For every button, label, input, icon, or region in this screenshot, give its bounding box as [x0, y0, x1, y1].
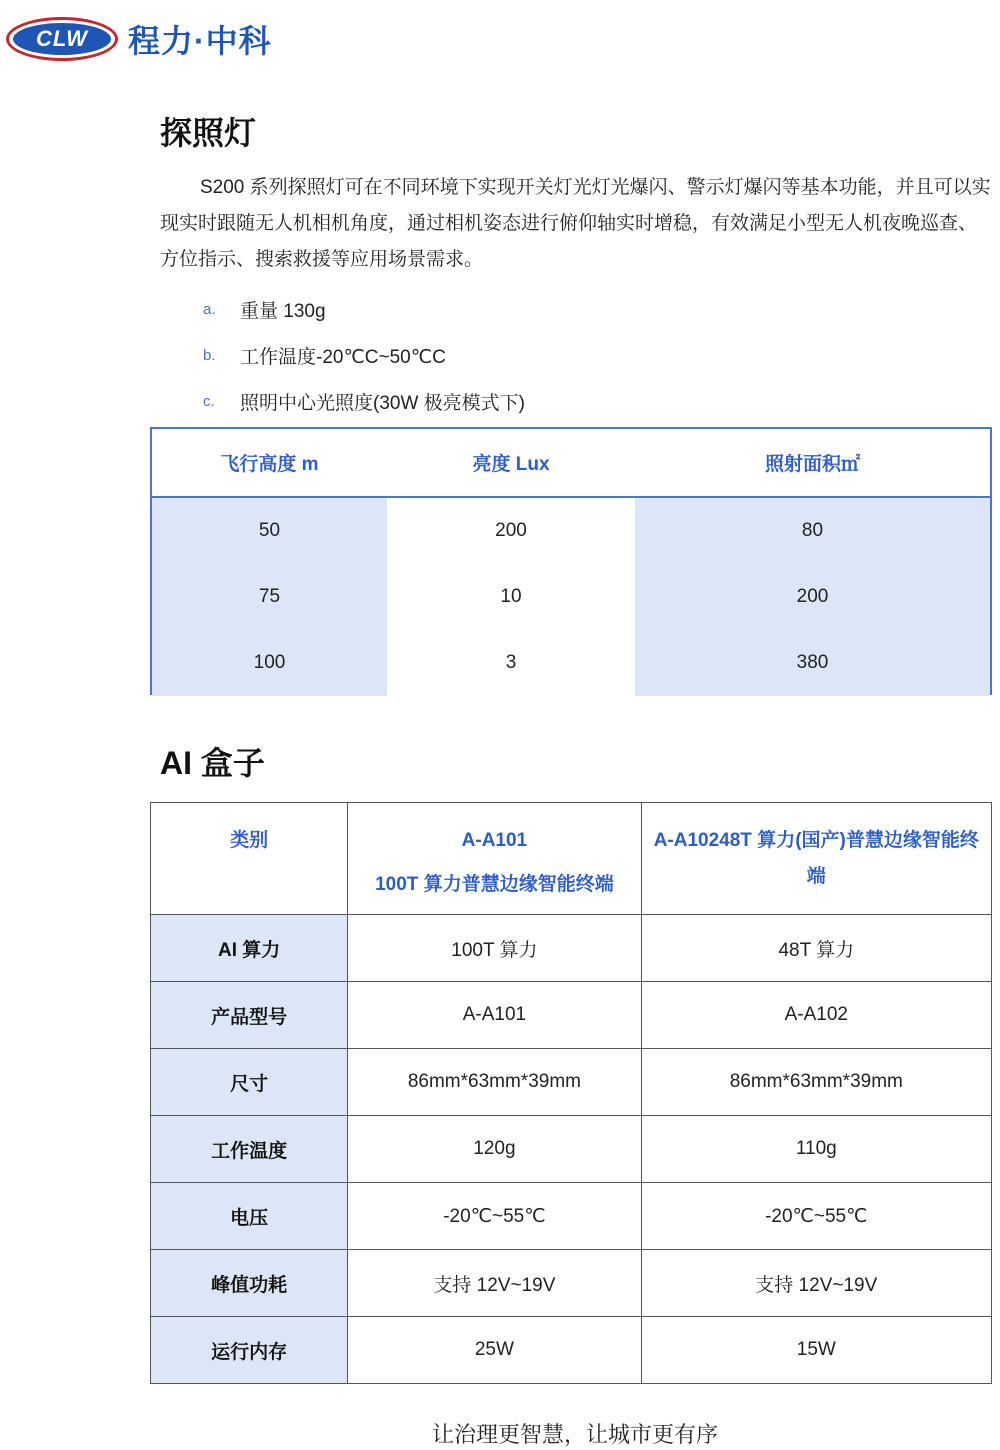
header-brightness: 亮度 Lux [472, 454, 550, 475]
table-cell: 支持 12V~19V [348, 1250, 641, 1317]
table-row [152, 630, 990, 696]
table-cell: 支持 12V~19V [641, 1250, 991, 1317]
header-model-a101 [348, 803, 641, 915]
table-row [152, 564, 990, 630]
ai-box-spec-table [150, 802, 992, 1384]
row-label: 运行内存 [151, 1317, 348, 1384]
list-item-text: 重量 130g [240, 300, 326, 322]
logo-emblem [6, 17, 118, 61]
table-cell: 200 [635, 564, 990, 630]
table-cell: 100 [152, 630, 387, 696]
list-item-text: 照明中心光照度(30W 极亮模式下) [240, 392, 526, 414]
row-label: AI 算力 [151, 915, 348, 982]
table-cell: A-A102 [641, 982, 991, 1049]
table-cell: 50 [152, 498, 387, 564]
table-cell: 120g [348, 1116, 641, 1183]
company-name: 程力·中科 [128, 23, 272, 59]
table-header-row [151, 803, 992, 915]
table-row [151, 1317, 992, 1384]
table-cell: 10 [387, 564, 635, 630]
header-category-label: 类别 [230, 830, 269, 851]
row-label: 产品型号 [151, 982, 348, 1049]
header-model-a10248t [641, 803, 991, 915]
table-cell: 80 [635, 498, 990, 564]
table-cell: 380 [635, 630, 990, 696]
list-item-text: 工作温度-20℃C~50℃C [240, 346, 446, 368]
table-cell: 25W [348, 1317, 641, 1384]
list-item [160, 378, 960, 424]
table-cell: A-A101 [348, 982, 641, 1049]
table-cell: 200 [387, 498, 635, 564]
table-cell: -20℃~55℃ [641, 1183, 991, 1250]
footer-slogan: 让治理更智慧，让城市更有序 [431, 1422, 718, 1447]
section-title-searchlight: 探照灯 [160, 115, 257, 151]
illuminance-table [150, 427, 992, 695]
row-label: 峰值功耗 [151, 1250, 348, 1317]
list-marker: a. [203, 300, 216, 318]
row-label: 工作温度 [151, 1116, 348, 1183]
logo-mark: CLW [13, 23, 111, 55]
table-cell: 100T 算力 [348, 915, 641, 982]
table-cell: 15W [641, 1317, 991, 1384]
section-title-ai-box: AI 盒子 [160, 745, 265, 781]
table-row [152, 498, 990, 564]
table-cell: 75 [152, 564, 387, 630]
list-item [160, 286, 960, 332]
header-model-desc: A-A10248T 算力(国产)普慧边缘智能终端 [653, 830, 979, 887]
table-row [151, 1250, 992, 1317]
company-logo [6, 14, 272, 64]
header-coverage-area: 照射面积㎡ [764, 454, 860, 475]
table-cell: 110g [641, 1116, 991, 1183]
header-flight-height: 飞行高度 m [220, 454, 319, 475]
table-row [151, 1116, 992, 1183]
header-model-code: A-A101 [461, 830, 528, 851]
header-model-desc: 100T 算力普慧边缘智能终端 [375, 874, 614, 895]
table-cell: 48T 算力 [641, 915, 991, 982]
table-cell: 86mm*63mm*39mm [348, 1049, 641, 1116]
table-cell: 86mm*63mm*39mm [641, 1049, 991, 1116]
row-label: 尺寸 [151, 1049, 348, 1116]
table-cell: -20℃~55℃ [348, 1183, 641, 1250]
spec-list [160, 286, 960, 424]
list-item [160, 332, 960, 378]
list-marker: c. [203, 392, 215, 410]
list-marker: b. [203, 346, 216, 364]
table-header-row [152, 429, 990, 498]
table-row [151, 915, 992, 982]
table-cell: 3 [387, 630, 635, 696]
table-row [151, 982, 992, 1049]
searchlight-description: S200 系列探照灯可在不同环境下实现开关灯光灯光爆闪、警示灯爆闪等基本功能，并且可以实现实时跟随无人机相机角度，通过相机姿态进行俯仰轴实时增稳，有效满足小型无人机夜晚巡查、方位指示、搜索救援等应用场景需求。 [160, 177, 991, 270]
row-label: 电压 [151, 1183, 348, 1250]
table-row [151, 1049, 992, 1116]
table-row [151, 1183, 992, 1250]
header-category [151, 803, 348, 915]
